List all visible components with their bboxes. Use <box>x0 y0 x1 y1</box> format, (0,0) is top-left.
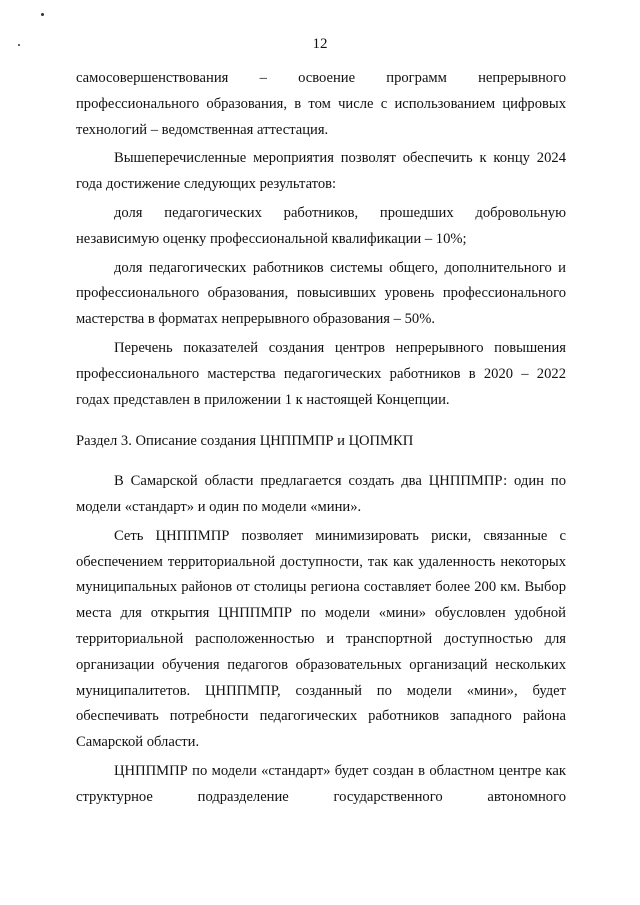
section-heading: Раздел 3. Описание создания ЦНППМПР и ЦОПМКП <box>76 433 414 450</box>
body-paragraph: В Самарской области предлагается создать два ЦНППМПР: один по модели «стандарт» и один по модели «мини». <box>76 473 566 515</box>
body-paragraph: доля педагогических работников, прошедших добровольную независимую оценку профессиональной квалификации – 10%; <box>76 204 566 247</box>
body-paragraph: самосовершенствования – освоение программ непрерывного профессионального образования, в том числе с использованием цифровых технологий – ведомственная аттестация. <box>76 70 566 138</box>
scan-speck <box>41 13 44 16</box>
body-paragraph: Сеть ЦНППМПР позволяет минимизировать риски, связанные с обеспечением территориальной доступности, так как удаленность некоторых муниципальных районов от столицы региона составляет более 200 км. Выбор места для открытия ЦНППМПР по модели «мини» обусловлен удобной территориальной расположенностью и транспортной доступностью для организации обучения педагогов образовательных организаций нескольких муниципалитетов. ЦНППМПР, созданный по модели «мини», будет обеспечивать потребности педагогических работников западного района Самарской области. <box>76 527 566 751</box>
body-paragraph: доля педагогических работников системы общего, дополнительного и профессионального образования, повысивших уровень профессионального мастерства в форматах непрерывного образования – 50%. <box>76 259 566 328</box>
body-paragraph: ЦНППМПР по модели «стандарт» будет создан в областном центре как структурное подразделение государственного автономного <box>76 762 566 805</box>
document-body <box>76 66 566 811</box>
body-paragraph: Вышеперечисленные мероприятия позволят обеспечить к концу 2024 года достижение следующих результатов: <box>76 150 566 193</box>
body-paragraph: Перечень показателей создания центров непрерывного повышения профессионального мастерства педагогических работников в 2020 – 2022 годах представлен в приложении 1 к настоящей Концепции. <box>76 339 566 408</box>
page-number: 12 <box>312 36 328 52</box>
